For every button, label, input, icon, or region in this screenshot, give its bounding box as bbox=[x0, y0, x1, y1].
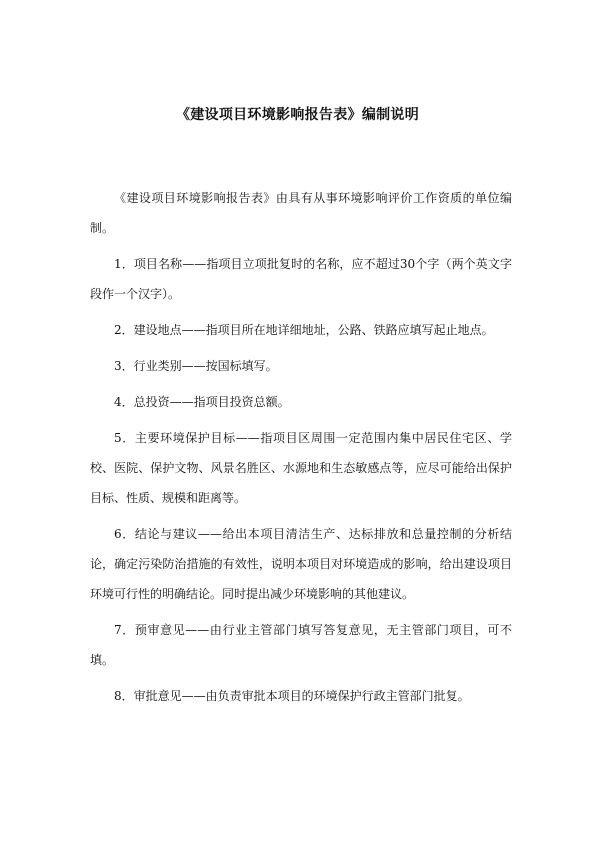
item-conclusions: 6．结论与建议——给出本项目清洁生产、达标排放和总量控制的分析结论，确定污染防治措施的有效性，说明本项目对环境造成的影响，给出建设项目环境可行性的明确结论。同时提出减少环境影响的其他建议。 bbox=[90, 527, 512, 601]
item-construction-site: 2．建设地点——指项目所在地详细地址，公路、铁路应填写起止地点。 bbox=[114, 323, 494, 337]
item-project-name: 1．项目名称——指项目立项批复时的名称，应不超过30个字（两个英文字段作一个汉字）。 bbox=[90, 257, 512, 301]
item-total-investment: 4．总投资——指项目投资总额。 bbox=[114, 395, 290, 409]
item-industry-category: 3．行业类别——按国标填写。 bbox=[114, 359, 278, 373]
document-title: 《建设项目环境影响报告表》编制说明 bbox=[175, 107, 420, 123]
intro-paragraph: 《建设项目环境影响报告表》由具有从事环境影响评价工作资质的单位编制。 bbox=[90, 191, 512, 235]
document-body bbox=[90, 183, 512, 717]
item-protection-targets: 5．主要环境保护目标——指项目区周围一定范围内集中居民住宅区、学校、医院、保护文物、风景名胜区、水源地和生态敏感点等，应尽可能给出保护目标、性质、规模和距离等。 bbox=[90, 431, 512, 505]
item-pre-review: 7．预审意见——由行业主管部门填写答复意见，无主管部门项目，可不填。 bbox=[90, 623, 512, 667]
item-approval: 8．审批意见——由负责审批本项目的环境保护行政主管部门批复。 bbox=[114, 689, 470, 703]
